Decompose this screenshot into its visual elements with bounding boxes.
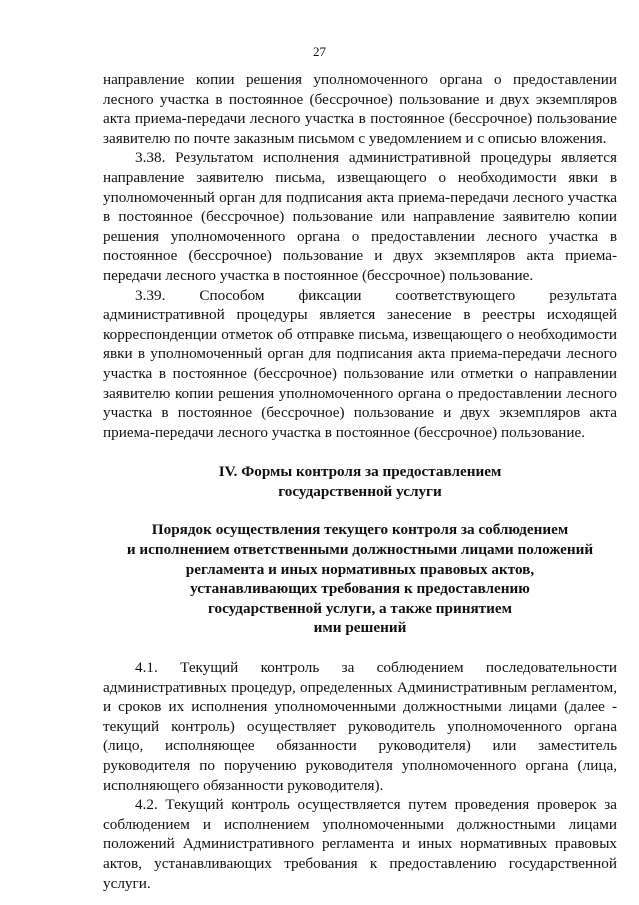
paragraph-3-38: 3.38. Результатом исполнения административной процедуры является направление заявителю письма, извещающего о необходимости явки в уполномоченный орган для подписания акта приема-передачи лесного участка в постоянное (бессрочное) пользование или направление заявителю копии решения уполномоченного органа о предоставлении лесного участка в постоянное (бессрочное) пользование и двух экземпляров акта приема-передачи лесного участка в постоянное (бессрочное) пользование. [103, 149, 617, 284]
subsection-heading-line-6: ими решений [313, 619, 407, 637]
subsection-heading-line-4: устанавливающих требования к предоставлению [190, 580, 530, 598]
paragraph-continuation: направление копии решения уполномоченного органа о предоставлении лесного участка в постоянное (бессрочное) пользование и двух экземпляров акта приема-передачи лесного участка в постоянное (бессрочное) пользование заявителю по почте заказным письмом с уведомлением и с описью вложения. [103, 71, 617, 147]
subsection-heading-line-5: государственной услуги, а также принятием [208, 599, 512, 617]
subsection-heading [103, 520, 617, 638]
paragraph-4-2: 4.2. Текущий контроль осуществляется путем проведения проверок за соблюдением и исполнением уполномоченными должностными лицами положений Административного регламента и иных нормативных правовых актов, устанавливающих требования к предоставлению государственной услуги. [103, 796, 617, 892]
paragraph-4-1: 4.1. Текущий контроль за соблюдением последовательности административных процедур, определенных Административным регламентом, и сроков их исполнения уполномоченными должностными лицами (далее - текущий контроль) осуществляет руководитель уполномоченного органа (лицо, исполняющее обязанности руководителя) или заместитель руководителя по поручению руководителя уполномоченного органа (лица, исполняющего обязанности руководителя). [103, 659, 617, 794]
paragraph-3-39: 3.39. Способом фиксации соответствующего результата административной процедуры является занесение в реестры исходящей корреспонденции отметок об отправке письма, извещающего о необходимости явки в уполномоченный орган для подписания акта приема-передачи лесного участка в постоянное (бессрочное) пользование или отметки о направлении заявителю копии решения уполномоченного органа о предоставлении лесного участка в постоянное (бессрочное) пользование и двух экземпляров акта приема-передачи лесного участка в постоянное (бессрочное) пользование. [103, 286, 617, 441]
section-heading-line-2: государственной услуги [278, 482, 442, 500]
page-number: 27 [313, 44, 326, 59]
section-heading-line-1: IV. Формы контроля за предоставлением [218, 463, 502, 481]
section-heading [103, 462, 617, 501]
subsection-heading-line-1: Порядок осуществления текущего контроля за соблюдением [151, 521, 569, 539]
document-body [103, 70, 617, 893]
subsection-heading-line-2: и исполнением ответственными должностными лицами положений [126, 541, 594, 559]
subsection-heading-line-3: регламента и иных нормативных правовых актов, [185, 560, 535, 578]
